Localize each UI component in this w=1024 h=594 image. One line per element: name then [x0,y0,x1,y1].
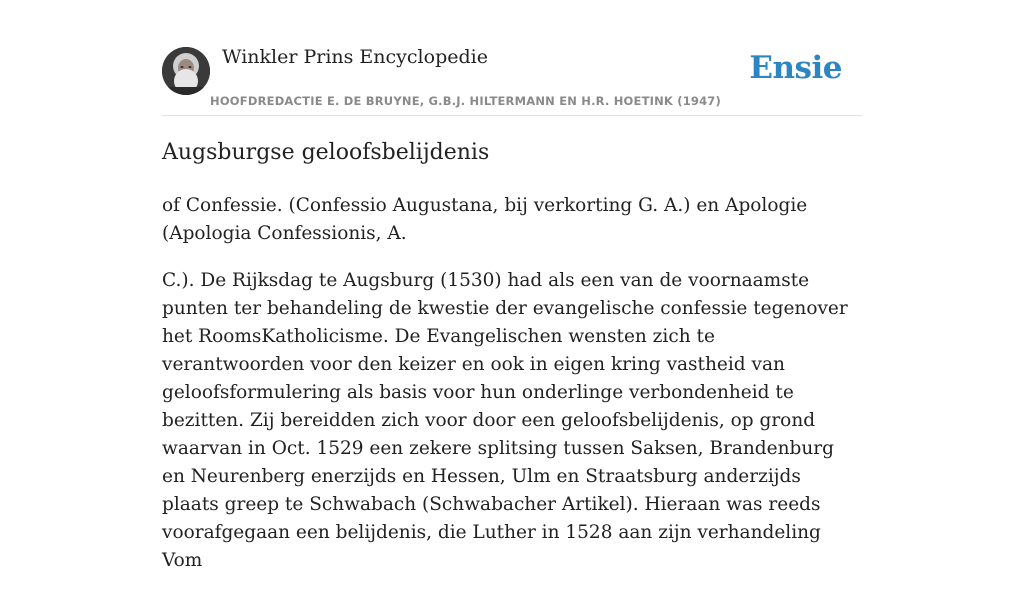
ensie-logo-link[interactable]: Ensie [749,50,842,86]
site-header [162,0,862,116]
article-paragraph: C.). De Rijksdag te Augsburg (1530) had als een van de voornaamste punten ter behandeling de kwestie der evangelische confessie tegenover het RoomsKatholicisme. De Evangelischen wensten zich te verantwoorden voor den keizer en ook in eigen kring vastheid van geloofsformulering als basis voor hun onderlinge verbondenheid te bezitten. Zij bereidden zich voor door een geloofsbelijdenis, op grond waarvan in Oct. 1529 een zekere splitsing tussen Saksen, Brandenburg en Neurenberg enerzijds en Hessen, Ulm en Straatsburg anderzijds plaats greep te Schwabach (Schwabacher Artikel). Hieraan was reeds voorafgegaan een belijdenis, die Luther in 1528 aan zijn verhandeling Vom [162,270,848,571]
site-title[interactable]: Winkler Prins Encyclopedie [222,46,488,68]
article-body [162,192,862,594]
article-title: Augsburgse geloofsbelijdenis [162,140,490,165]
editors-subtitle: HOOFDREDACTIE E. DE BRUYNE, G.B.J. HILTERMANN EN H.R. HOETINK (1947) [210,94,721,108]
portrait-icon [162,47,210,95]
page [162,0,862,571]
avatar[interactable] [162,47,210,95]
article-paragraph: of Confessie. (Confessio Augustana, bij verkorting G. A.) en Apologie (Apologia Confessionis, A. [162,195,808,244]
